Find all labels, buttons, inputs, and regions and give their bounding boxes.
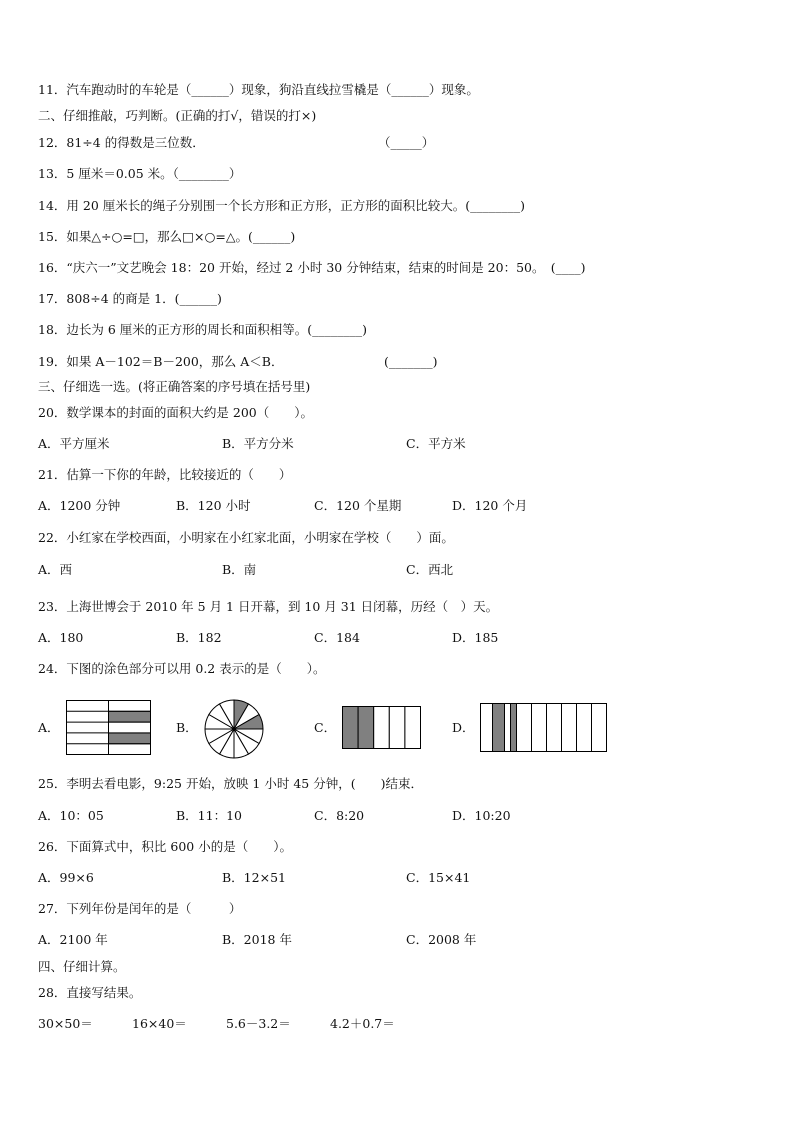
figure-c-column — [358, 707, 374, 749]
q21-option-d[interactable]: D．120 个月 — [452, 498, 528, 513]
figure-c-column — [374, 707, 390, 749]
figure-d-column — [493, 704, 505, 752]
question-14: 14．用 20 厘米长的绳子分别围一个长方形和正方形，正方形的面积比较大。(________) — [38, 198, 526, 213]
question-28: 28．直接写结果。 — [38, 985, 142, 1000]
question-22: 22．小红家在学校西面，小明家在小红家北面，小明家在学校（ ）面。 — [38, 530, 454, 545]
q23-option-d[interactable]: D．185 — [452, 630, 499, 645]
question-12-blank[interactable]: （_____） — [378, 135, 435, 150]
q27-option-c[interactable]: C．2008 年 — [406, 932, 477, 947]
question-13: 13．5 厘米＝0.05 米。（________） — [38, 166, 242, 181]
q21-option-b[interactable]: B．120 小时 — [176, 498, 251, 513]
q23-option-a[interactable]: A．180 — [38, 630, 84, 645]
q23-option-b[interactable]: B．182 — [176, 630, 222, 645]
question-21: 21．估算一下你的年龄，比较接近的（ ） — [38, 467, 292, 482]
q27-option-a[interactable]: A．2100 年 — [38, 932, 108, 947]
question-24: 24．下图的涂色部分可以用 0.2 表示的是（ ）。 — [38, 661, 326, 676]
q24-figure-b[interactable] — [204, 699, 264, 759]
figure-c-column — [405, 707, 421, 749]
q20-option-b[interactable]: B．平方分米 — [222, 436, 294, 451]
question-19-blank[interactable]: (_______) — [384, 354, 438, 369]
q26-option-a[interactable]: A．99×6 — [38, 870, 94, 885]
q26-option-b[interactable]: B．12×51 — [222, 870, 286, 885]
figure-a-shaded-cell — [109, 711, 151, 722]
figure-d-column — [562, 704, 577, 752]
q22-option-c[interactable]: C．西北 — [406, 562, 454, 577]
section-4-heading: 四、仔细计算。 — [38, 959, 126, 974]
figure-d-column — [577, 704, 592, 752]
question-23: 23．上海世博会于 2010 年 5 月 1 日开幕，到 10 月 31 日闭幕，历经（ ）天。 — [38, 599, 499, 614]
q22-option-b[interactable]: B．南 — [222, 562, 257, 577]
figure-c-column — [343, 707, 359, 749]
q25-option-a[interactable]: A．10：05 — [38, 808, 104, 823]
q24-label-c[interactable]: C． — [314, 720, 337, 735]
question-12: 12．81÷4 的得数是三位数． — [38, 135, 205, 150]
figure-d-column — [511, 704, 517, 752]
figure-d-column — [532, 704, 547, 752]
calc-item[interactable]: 16×40＝ — [132, 1016, 187, 1031]
q24-figure-c[interactable] — [342, 706, 422, 750]
q24-figure-a[interactable] — [66, 700, 152, 756]
q27-option-b[interactable]: B．2018 年 — [222, 932, 292, 947]
q25-option-b[interactable]: B．11：10 — [176, 808, 242, 823]
question-27: 27．下列年份是闰年的是（ ） — [38, 901, 242, 916]
q25-option-d[interactable]: D．10:20 — [452, 808, 511, 823]
figure-d-column — [481, 704, 493, 752]
section-2-heading: 二、仔细推敲，巧判断。(正确的打√，错误的打×) — [38, 108, 317, 123]
q23-option-c[interactable]: C．184 — [314, 630, 360, 645]
calc-item[interactable]: 5.6－3.2＝ — [226, 1016, 291, 1031]
q25-option-c[interactable]: C．8:20 — [314, 808, 365, 823]
question-18: 18．边长为 6 厘米的正方形的周长和面积相等。(________) — [38, 322, 368, 337]
question-17: 17．808÷4 的商是 1．(______) — [38, 291, 222, 306]
figure-d-column — [592, 704, 607, 752]
question-11: 11．汽车跑动时的车轮是（______）现象，狗沿直线拉雪橇是（______）现象。 — [38, 82, 479, 97]
q26-option-c[interactable]: C．15×41 — [406, 870, 471, 885]
q24-label-b[interactable]: B． — [176, 720, 198, 735]
question-20: 20．数学课本的封面的面积大约是 200（ ）。 — [38, 405, 313, 420]
figure-a-shaded-cell — [109, 733, 151, 744]
calc-item[interactable]: 30×50＝ — [38, 1016, 93, 1031]
question-25: 25．李明去看电影，9:25 开始，放映 1 小时 45 分钟，( )结束． — [38, 776, 423, 791]
q21-option-a[interactable]: A．1200 分钟 — [38, 498, 121, 513]
q20-option-c[interactable]: C．平方米 — [406, 436, 466, 451]
q20-option-a[interactable]: A．平方厘米 — [38, 436, 110, 451]
question-19: 19．如果 A－102＝B－200，那么 A＜B． — [38, 354, 284, 369]
q24-label-d[interactable]: D． — [452, 720, 475, 735]
question-16: 16．“庆六一”文艺晚会 18：20 开始，经过 2 小时 30 分钟结束，结束的时间是 20：50。 (____) — [38, 260, 586, 275]
q22-option-a[interactable]: A．西 — [38, 562, 73, 577]
figure-d-column — [517, 704, 532, 752]
q21-option-c[interactable]: C．120 个星期 — [314, 498, 402, 513]
section-3-heading: 三、仔细选一选。(将正确答案的序号填在括号里) — [38, 379, 311, 394]
figure-d-column — [547, 704, 562, 752]
q24-figure-d[interactable] — [480, 703, 608, 753]
question-15: 15．如果△÷○=□，那么□×○=△。(______) — [38, 229, 296, 244]
q24-label-a[interactable]: A． — [38, 720, 60, 735]
question-26: 26．下面算式中，积比 600 小的是（ ）。 — [38, 839, 292, 854]
figure-d-column — [505, 704, 511, 752]
figure-c-column — [389, 707, 405, 749]
calc-item[interactable]: 4.2＋0.7＝ — [330, 1016, 395, 1031]
